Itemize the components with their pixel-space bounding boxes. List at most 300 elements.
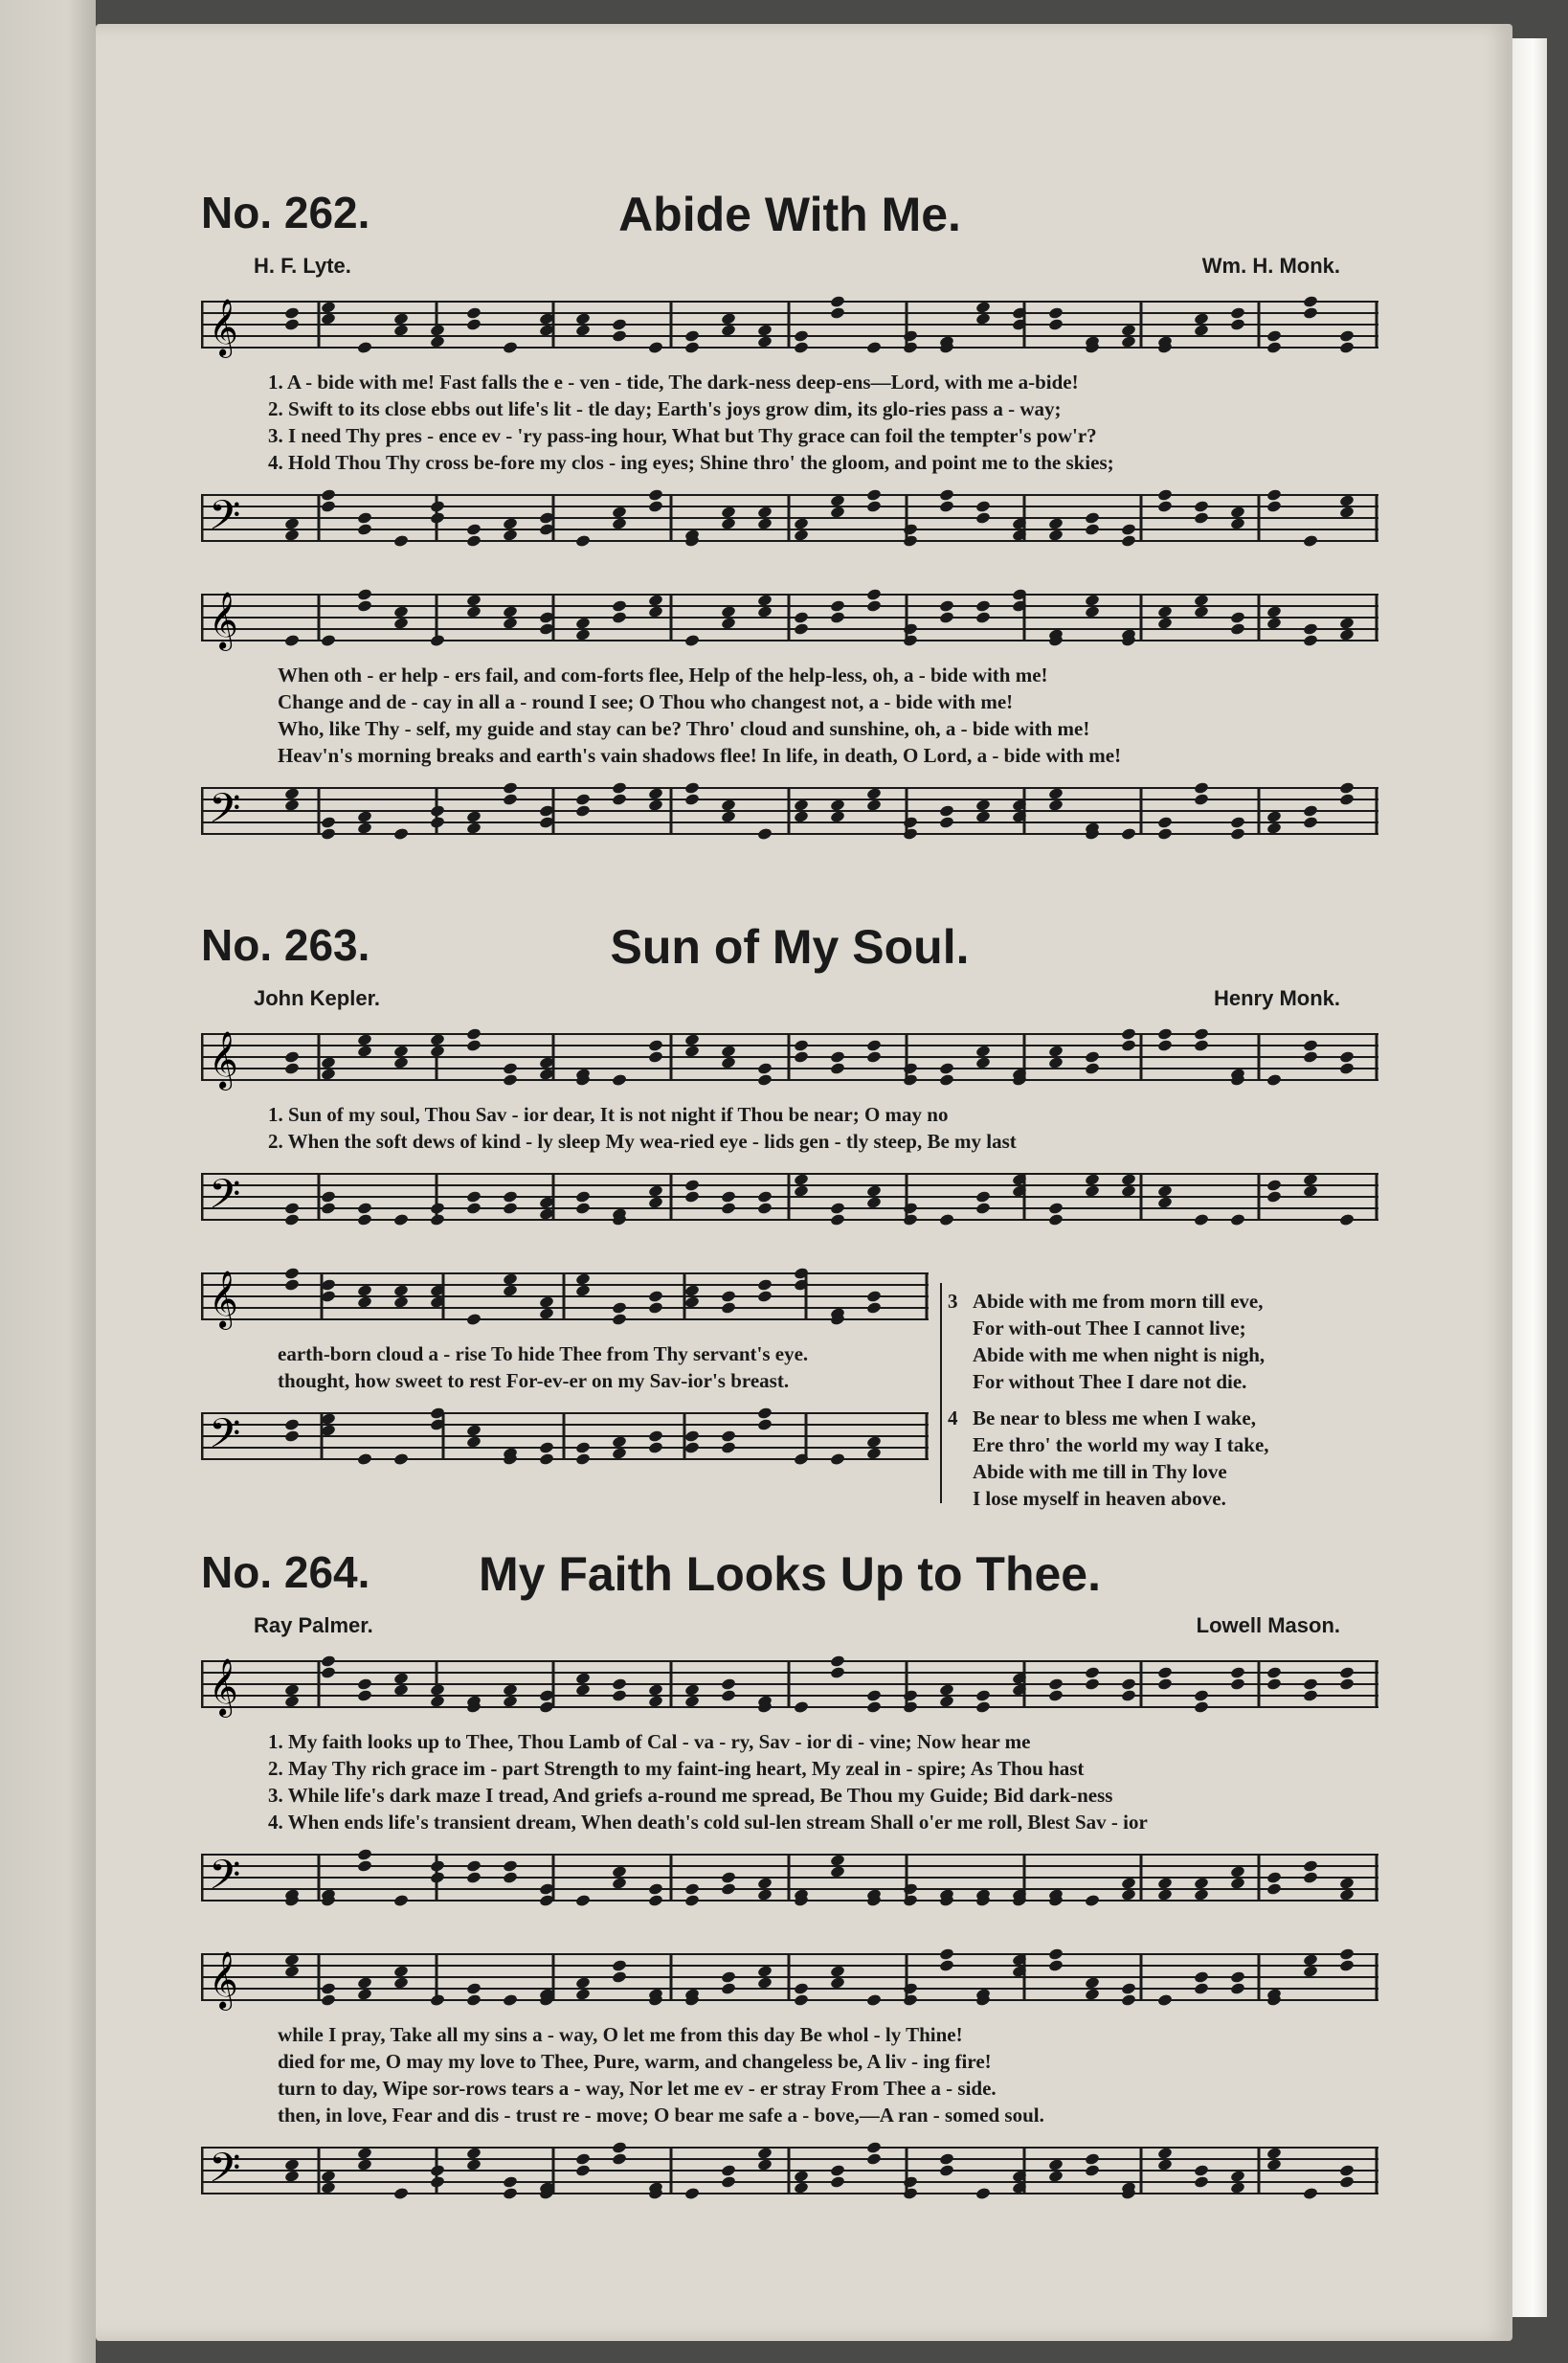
note-head (648, 341, 664, 354)
note-head (284, 529, 301, 542)
note-head (357, 2158, 373, 2172)
hymn-title: Abide With Me. (618, 188, 961, 241)
note-head (503, 1073, 519, 1087)
note-head (903, 1202, 919, 1215)
note-head (866, 787, 883, 800)
note-head (1194, 500, 1210, 513)
note-head (830, 306, 846, 320)
note-head (1157, 1677, 1174, 1691)
note-head (393, 1213, 410, 1227)
note-head (466, 2158, 482, 2172)
note-head (830, 1854, 846, 1867)
note-head (503, 1062, 519, 1075)
hymn-credits (201, 986, 1378, 1015)
note-head (430, 500, 446, 513)
note-head (1230, 2181, 1246, 2194)
note-head (1230, 1970, 1246, 1984)
note-head (975, 500, 992, 513)
note-head (1048, 517, 1064, 530)
note-head (357, 1976, 373, 1990)
note-head (430, 1993, 446, 2007)
note-head (466, 1313, 482, 1326)
note-head (1230, 506, 1246, 519)
note-head (939, 1947, 955, 1961)
note-head (1121, 335, 1137, 349)
note-head (721, 1871, 737, 1884)
note-head (903, 329, 919, 343)
note-head (1230, 306, 1246, 320)
note-head (357, 2147, 373, 2160)
note-head (975, 1689, 992, 1702)
note-head (575, 312, 592, 326)
note-head (648, 1301, 664, 1315)
treble-clef-icon: 𝄞 (209, 1031, 238, 1089)
note-head (1085, 1677, 1101, 1691)
note-head (757, 324, 773, 337)
note-head (721, 1056, 737, 1069)
note-head (284, 799, 301, 812)
note-head (1157, 1993, 1174, 2007)
note-head (939, 2164, 955, 2177)
note-head (1085, 594, 1101, 607)
note-head (866, 2152, 883, 2166)
note-head (794, 810, 810, 823)
note-head (430, 1871, 446, 1884)
note-head (1157, 1184, 1174, 1198)
note-head (1339, 1050, 1355, 1064)
note-head (866, 2141, 883, 2154)
lyrics-verses (201, 1728, 1378, 1835)
note-head (1048, 2158, 1064, 2172)
note-head (1194, 1982, 1210, 1995)
note-head (503, 2175, 519, 2189)
note-head (757, 1418, 773, 1431)
note-head (648, 1441, 664, 1454)
note-head (466, 1982, 482, 1995)
note-head (430, 634, 446, 647)
note-head (503, 781, 519, 795)
note-head (757, 1062, 773, 1075)
lyric-line: 2. Swift to its close ebbs out life's lit - tle day; Earth's joys grow dim, its glo-ries pass a - way; (268, 397, 1062, 420)
note-head (757, 506, 773, 519)
note-head (612, 1677, 628, 1691)
note-head (721, 1689, 737, 1702)
note-head (648, 605, 664, 619)
note-head (284, 1683, 301, 1697)
note-head (357, 523, 373, 536)
note-head (866, 599, 883, 613)
bass-clef-icon: 𝄢 (209, 492, 241, 550)
note-head (1266, 488, 1283, 502)
note-head (575, 1202, 592, 1215)
note-head (830, 2175, 846, 2189)
note-head (757, 594, 773, 607)
note-head (284, 318, 301, 331)
note-head (721, 799, 737, 812)
note-head (794, 1184, 810, 1198)
note-head (1157, 827, 1174, 841)
note-head (1194, 1039, 1210, 1052)
note-head (430, 2175, 446, 2189)
note-head (866, 1196, 883, 1209)
note-head (648, 500, 664, 513)
note-head (830, 611, 846, 624)
note-head (393, 605, 410, 619)
note-head (575, 1988, 592, 2001)
note-head (466, 594, 482, 607)
note-head (1303, 1050, 1319, 1064)
note-head (830, 799, 846, 812)
note-head (612, 2152, 628, 2166)
bass-staff (201, 1835, 1378, 1922)
note-head (321, 1982, 337, 1995)
note-head (648, 1882, 664, 1896)
note-head (975, 599, 992, 613)
note-head (575, 1190, 592, 1204)
note-head (393, 1965, 410, 1978)
note-head (903, 1700, 919, 1714)
note-head (648, 1429, 664, 1443)
note-head (684, 1045, 701, 1058)
note-head (357, 1284, 373, 1297)
note-head (684, 1284, 701, 1297)
note-head (393, 1045, 410, 1058)
note-head (575, 804, 592, 818)
note-head (539, 1307, 555, 1320)
note-head (1194, 1888, 1210, 1902)
note-head (466, 1993, 482, 2007)
bass-clef-icon: 𝄢 (209, 2145, 241, 2202)
lyric-line: while I pray, Take all my sins a - way, O let me from this day Be whol - ly Thine! (278, 2023, 963, 2046)
note-head (284, 306, 301, 320)
note-head (321, 634, 337, 647)
note-head (430, 511, 446, 525)
note-head (1339, 781, 1355, 795)
note-head (393, 1284, 410, 1297)
note-head (939, 816, 955, 829)
note-head (1194, 1689, 1210, 1702)
note-head (866, 1301, 883, 1315)
note-head (1157, 617, 1174, 630)
note-head (721, 1301, 737, 1315)
note-head (830, 506, 846, 519)
note-head (830, 1965, 846, 1978)
note-head (1303, 1965, 1319, 1978)
note-head (1303, 1871, 1319, 1884)
note-head (1121, 1993, 1137, 2007)
note-head (1339, 494, 1355, 507)
note-head (1121, 324, 1137, 337)
verse-line: I lose myself in heaven above. (973, 1487, 1226, 1510)
note-head (393, 1683, 410, 1697)
treble-staff (201, 1642, 1378, 1728)
note-head (866, 1447, 883, 1460)
note-head (430, 1202, 446, 1215)
note-head (1303, 622, 1319, 636)
note-head (357, 1988, 373, 2001)
lyric-line: 2. May Thy rich grace im - part Strength to my faint-ing heart, My zeal in - spire; As Thou hast (268, 1757, 1085, 1780)
bass-staff (201, 476, 1378, 562)
lyrics-verses (201, 1101, 1378, 1155)
note-head (575, 1441, 592, 1454)
note-head (975, 1045, 992, 1058)
note-head (321, 488, 337, 502)
note-head (357, 1848, 373, 1861)
note-head (794, 622, 810, 636)
note-head (903, 622, 919, 636)
note-head (757, 1877, 773, 1890)
note-head (975, 511, 992, 525)
note-head (648, 1184, 664, 1198)
note-head (1194, 594, 1210, 607)
note-head (1121, 1184, 1137, 1198)
note-head (794, 341, 810, 354)
note-head (866, 799, 883, 812)
note-head (830, 494, 846, 507)
note-head (1085, 1976, 1101, 1990)
note-head (393, 1894, 410, 1907)
note-head (1339, 1947, 1355, 1961)
note-head (721, 1190, 737, 1204)
note-head (1085, 523, 1101, 536)
verse-line: For with-out Thee I cannot live; (973, 1317, 1246, 1339)
note-head (1121, 827, 1137, 841)
note-head (1085, 605, 1101, 619)
note-head (830, 1976, 846, 1990)
note-head (430, 324, 446, 337)
hymn-number: No. 262. (201, 188, 370, 237)
note-head (393, 324, 410, 337)
note-head (684, 1683, 701, 1697)
note-head (284, 1202, 301, 1215)
note-head (1085, 1050, 1101, 1064)
note-head (1085, 1173, 1101, 1186)
note-head (284, 1953, 301, 1967)
note-head (321, 312, 337, 326)
note-head (1048, 318, 1064, 331)
note-head (539, 1295, 555, 1309)
note-head (575, 617, 592, 630)
note-head (1157, 2147, 1174, 2160)
note-head (830, 1865, 846, 1879)
note-head (575, 1272, 592, 1286)
note-head (1194, 781, 1210, 795)
note-head (612, 611, 628, 624)
note-head (939, 1695, 955, 1708)
note-head (757, 1407, 773, 1420)
note-head (1048, 1056, 1064, 1069)
note-head (503, 529, 519, 542)
note-head (648, 1196, 664, 1209)
note-head (503, 605, 519, 619)
note-head (1157, 605, 1174, 619)
note-head (1230, 1877, 1246, 1890)
note-head (357, 1045, 373, 1058)
note-head (1048, 1689, 1064, 1702)
note-head (393, 1976, 410, 1990)
note-head (284, 787, 301, 800)
note-head (648, 1039, 664, 1052)
note-head (466, 821, 482, 835)
note-head (357, 1033, 373, 1046)
note-head (357, 1202, 373, 1215)
note-head (1303, 1173, 1319, 1186)
note-head (612, 781, 628, 795)
note-head (684, 1179, 701, 1192)
note-head (1339, 2164, 1355, 2177)
note-head (721, 1045, 737, 1058)
note-head (866, 500, 883, 513)
note-head (866, 1689, 883, 1702)
note-head (757, 2158, 773, 2172)
note-head (503, 1272, 519, 1286)
note-head (321, 1056, 337, 1069)
note-head (830, 599, 846, 613)
note-head (830, 1050, 846, 1064)
note-head (575, 1894, 592, 1907)
note-head (430, 816, 446, 829)
note-head (1048, 1959, 1064, 1972)
note-head (975, 1202, 992, 1215)
note-head (357, 821, 373, 835)
note-head (466, 534, 482, 548)
note-head (284, 2158, 301, 2172)
hymn-author: John Kepler. (254, 986, 381, 1010)
hymn-credits (201, 1613, 1378, 1642)
note-head (1048, 1045, 1064, 1058)
note-head (648, 799, 664, 812)
note-head (794, 1982, 810, 1995)
note-head (830, 1213, 846, 1227)
note-head (1230, 816, 1246, 829)
note-head (1339, 1677, 1355, 1691)
note-head (1266, 341, 1283, 354)
note-head (284, 1965, 301, 1978)
note-head (903, 1213, 919, 1227)
note-head (1303, 2187, 1319, 2200)
note-head (321, 827, 337, 841)
note-head (1157, 2158, 1174, 2172)
note-head (284, 1418, 301, 1431)
note-head (503, 1695, 519, 1708)
note-head (975, 810, 992, 823)
note-head (794, 517, 810, 530)
note-head (430, 1695, 446, 1708)
note-head (975, 1700, 992, 1714)
bass-clef-icon: 𝄢 (209, 1171, 241, 1228)
note-head (830, 1666, 846, 1679)
note-head (757, 1202, 773, 1215)
note-head (321, 1190, 337, 1204)
note-head (721, 1982, 737, 1995)
note-head (430, 804, 446, 818)
lyric-line: When oth - er help - ers fail, and com-forts flee, Help of the help-less, oh, a - bide with me! (278, 664, 1048, 686)
note-head (648, 1050, 664, 1064)
lyric-line: turn to day, Wipe sor-rows tears a - way, Nor let me ev - er stray From Thee a - side. (278, 2077, 997, 2100)
note-head (357, 511, 373, 525)
note-head (466, 1027, 482, 1041)
note-head (1085, 2164, 1101, 2177)
note-head (1121, 1877, 1137, 1890)
note-head (721, 810, 737, 823)
note-head (757, 1976, 773, 1990)
bass-staff (201, 1155, 1378, 1241)
note-head (794, 2181, 810, 2194)
lyric-line: Who, like Thy - self, my guide and stay can be? Thro' cloud and sunshine, oh, a - bide with me! (278, 717, 1090, 740)
hymn-number: No. 264. (201, 1547, 370, 1597)
note-head (1048, 1677, 1064, 1691)
note-head (466, 1190, 482, 1204)
note-head (575, 1452, 592, 1466)
note-head (612, 517, 628, 530)
note-head (684, 1894, 701, 1907)
note-head (1230, 1213, 1246, 1227)
note-head (903, 1689, 919, 1702)
note-head (539, 1441, 555, 1454)
note-head (757, 1290, 773, 1303)
note-head (284, 1278, 301, 1292)
verse-divider (940, 1283, 942, 1503)
lyric-line: 1. My faith looks up to Thee, Thou Lamb of Cal - va - ry, Sav - ior di - vine; Now hear me (268, 1730, 1031, 1753)
note-head (903, 827, 919, 841)
lyric-line: died for me, O may my love to Thee, Pure, warm, and changeless be, A liv - ing fire! (278, 2050, 992, 2073)
note-head (903, 1882, 919, 1896)
note-head (721, 617, 737, 630)
note-head (321, 500, 337, 513)
note-head (757, 1190, 773, 1204)
note-head (684, 793, 701, 806)
note-head (1266, 605, 1283, 619)
note-head (612, 1301, 628, 1315)
note-head (684, 2187, 701, 2200)
note-head (393, 2187, 410, 2200)
note-head (721, 1677, 737, 1691)
bass-staff (201, 2128, 1378, 2215)
lyrics-refrain (201, 2021, 1378, 2128)
note-head (721, 1441, 737, 1454)
note-head (1339, 1959, 1355, 1972)
note-head (975, 1190, 992, 1204)
note-head (357, 1213, 373, 1227)
hymn-composer: Wm. H. Monk. (1201, 254, 1340, 278)
hymn-264 (201, 1546, 1378, 2215)
treble-clef-icon: 𝄞 (209, 1658, 238, 1716)
note-head (757, 517, 773, 530)
note-head (866, 1184, 883, 1198)
note-head (1230, 1677, 1246, 1691)
note-head (903, 341, 919, 354)
note-head (830, 1452, 846, 1466)
note-head (684, 329, 701, 343)
note-head (321, 1666, 337, 1679)
note-head (393, 827, 410, 841)
note-head (721, 1429, 737, 1443)
note-head (903, 2175, 919, 2189)
note-head (575, 628, 592, 641)
note-head (1303, 1953, 1319, 1967)
note-head (648, 1683, 664, 1697)
note-head (684, 781, 701, 795)
note-head (284, 1213, 301, 1227)
note-head (612, 329, 628, 343)
note-head (1194, 312, 1210, 326)
note-head (575, 1976, 592, 1990)
note-head (721, 2175, 737, 2189)
note-head (1157, 816, 1174, 829)
note-head (903, 1993, 919, 2007)
note-head (684, 1033, 701, 1046)
note-head (393, 1672, 410, 1685)
